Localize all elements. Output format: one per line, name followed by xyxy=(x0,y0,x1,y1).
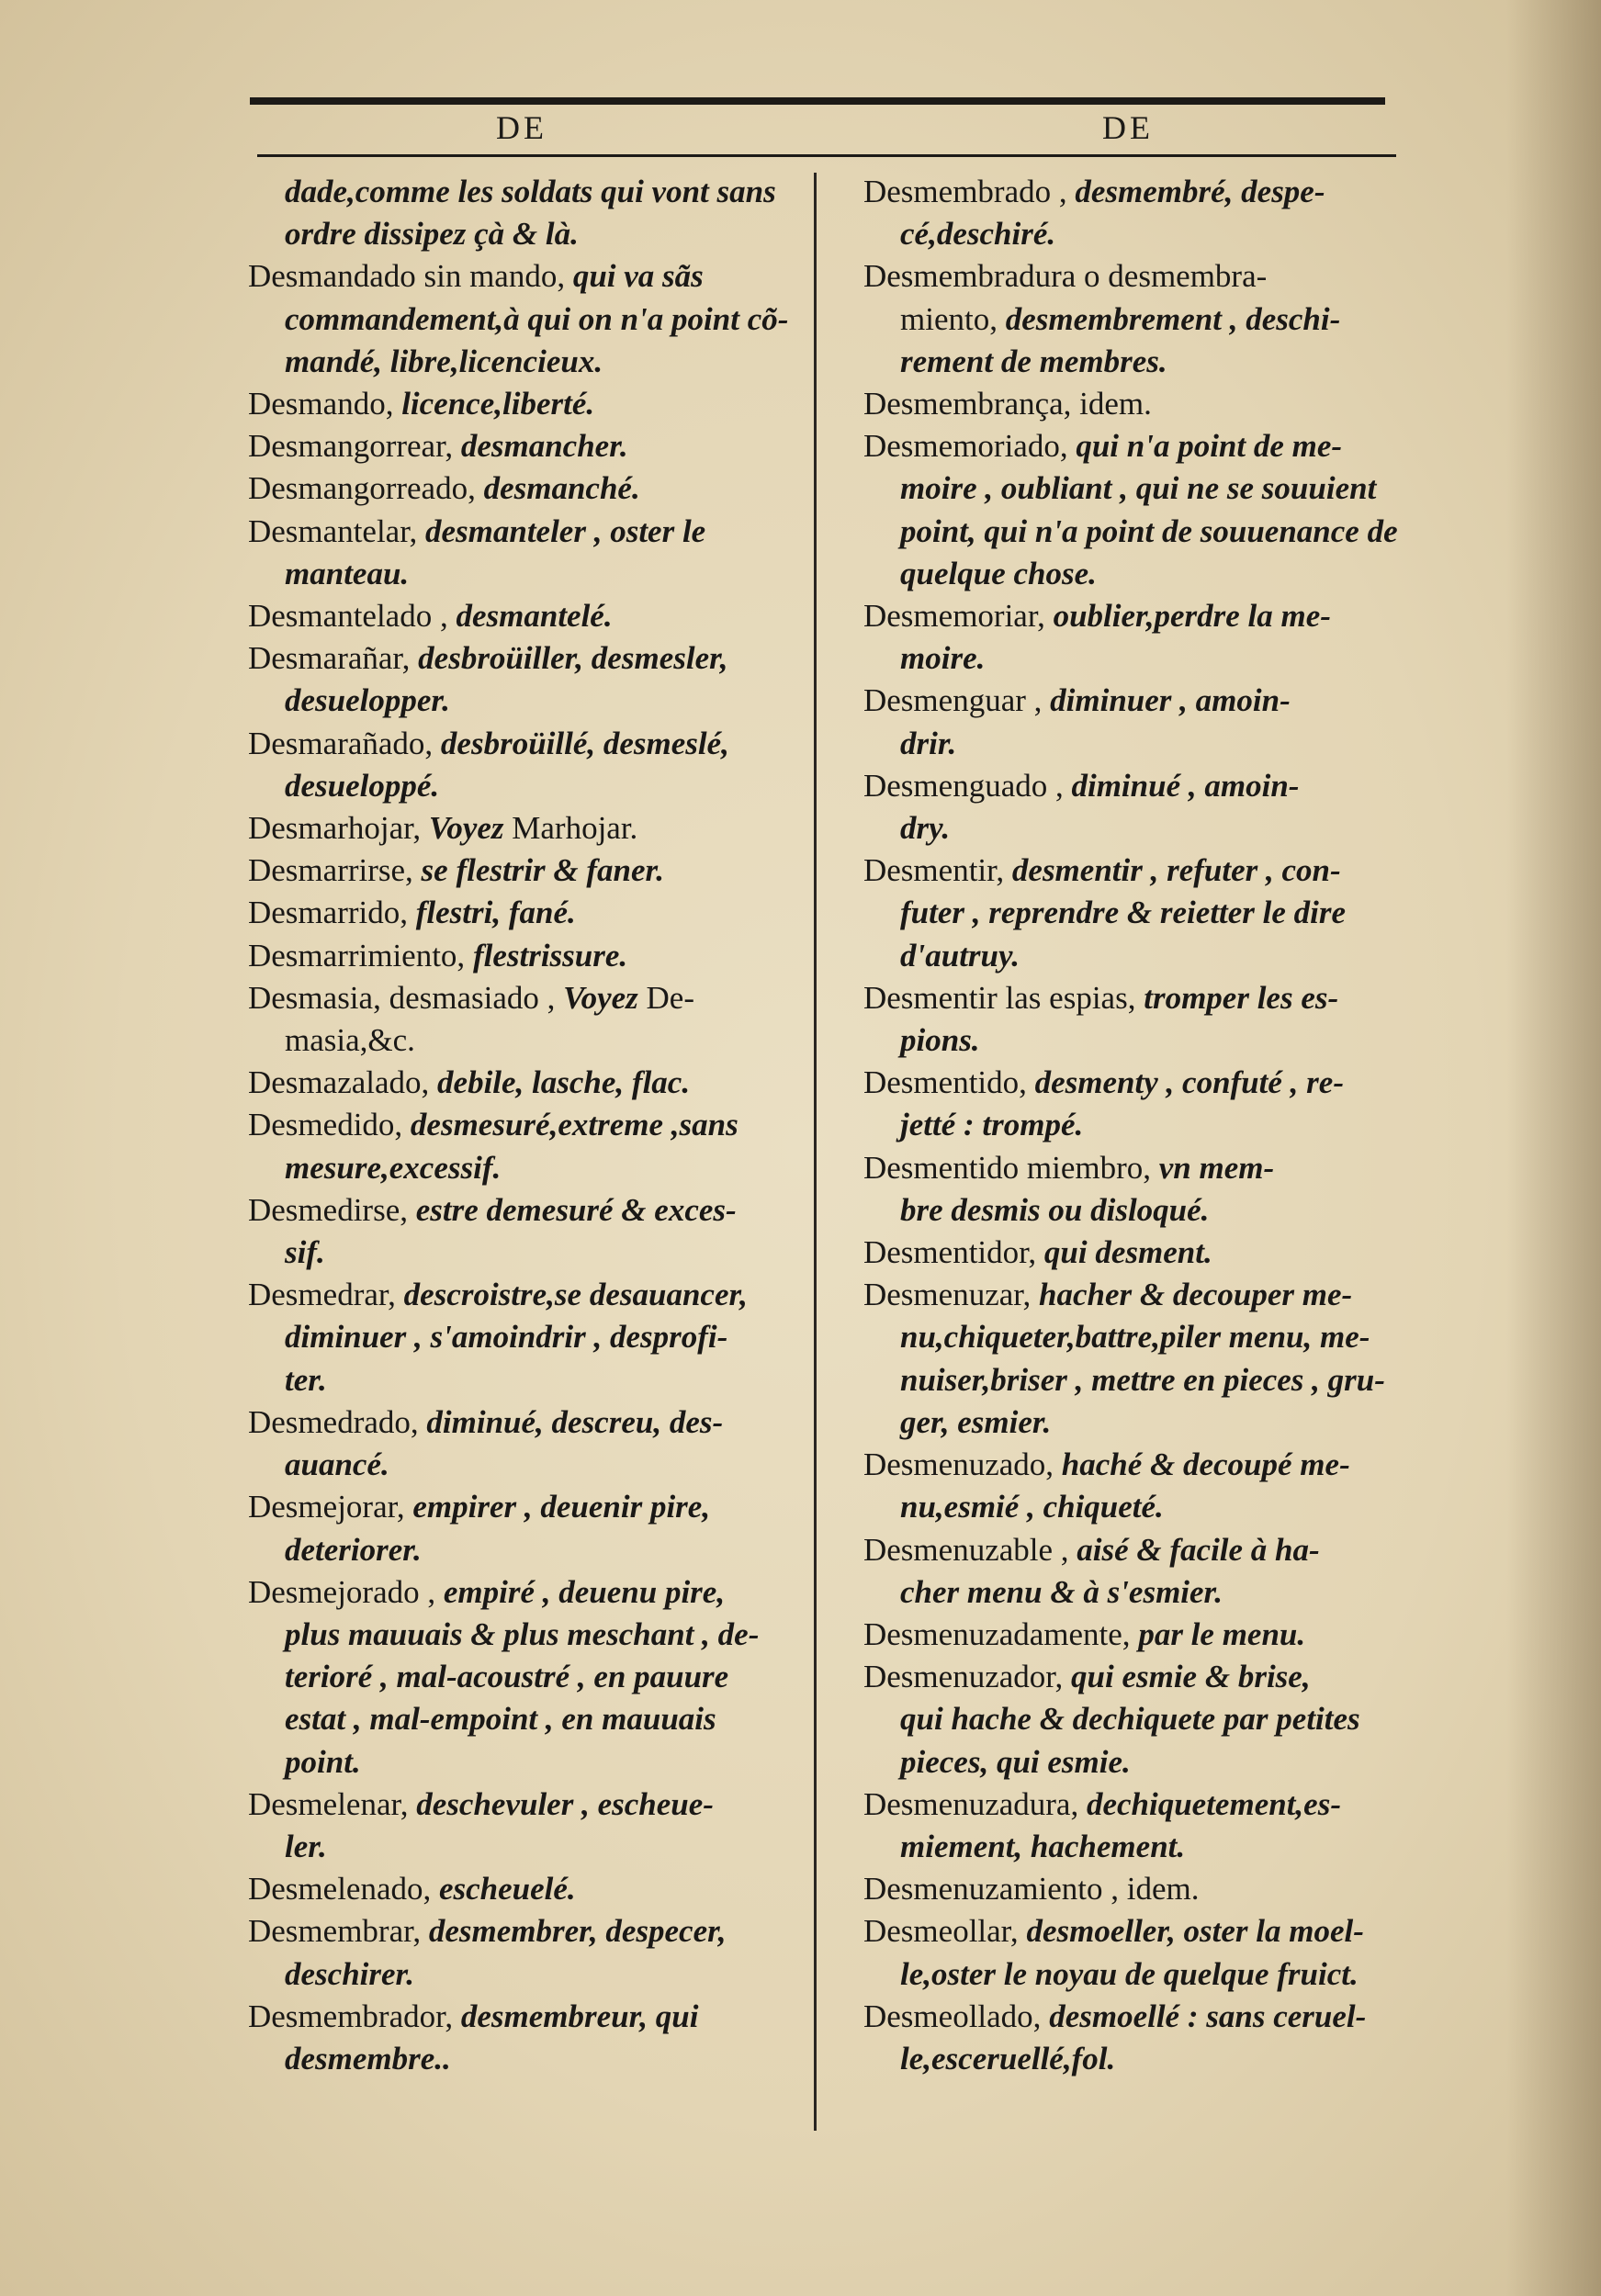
entry-line xyxy=(248,1316,799,1358)
header-rule xyxy=(250,97,1385,105)
dictionary-entry xyxy=(863,171,1415,255)
dictionary-entry xyxy=(863,1062,1415,1146)
entry-line xyxy=(863,637,1415,680)
entry-line xyxy=(863,595,1415,637)
dictionary-entry xyxy=(248,637,799,722)
dictionary-entry xyxy=(863,1274,1415,1444)
entry-line xyxy=(248,1401,799,1444)
dictionary-entry xyxy=(248,171,799,255)
french-translation: desmanché. xyxy=(483,470,640,507)
spanish-headword: Desmenuzable , xyxy=(863,1531,1077,1568)
entry-line xyxy=(863,1104,1415,1146)
dictionary-entry xyxy=(863,765,1415,850)
french-translation: desmentir , refuter , con- xyxy=(1011,852,1341,889)
spanish-headword: Desmando, xyxy=(248,386,402,422)
dictionary-entry xyxy=(248,1996,799,2080)
entry-line xyxy=(248,1996,799,2038)
entry-line xyxy=(863,553,1415,595)
entry-line xyxy=(863,935,1415,977)
spanish-headword: Desmembradura o desmembra- xyxy=(863,258,1268,295)
entry-line xyxy=(863,213,1415,255)
entry-line xyxy=(863,255,1415,298)
spanish-headword: Desmelenar, xyxy=(248,1785,417,1822)
dictionary-entry xyxy=(863,1614,1415,1656)
spanish-headword: Desmentido miembro, xyxy=(863,1149,1159,1186)
spanish-headword: Desmarrido, xyxy=(248,895,416,931)
entry-line xyxy=(248,1147,799,1189)
dictionary-entry xyxy=(863,977,1415,1062)
dictionary-entry xyxy=(248,1189,799,1274)
entry-line xyxy=(248,1741,799,1784)
french-translation: escheuelé. xyxy=(438,1871,576,1908)
entry-line xyxy=(863,1996,1415,2038)
french-translation: vn mem- xyxy=(1158,1149,1275,1186)
spanish-headword: Desmedrado, xyxy=(248,1403,427,1440)
french-translation: moire. xyxy=(900,640,986,677)
entry-line xyxy=(863,1698,1415,1740)
entry-line xyxy=(863,1444,1415,1486)
entry-line xyxy=(863,1953,1415,1996)
french-translation: qui n'a point de me- xyxy=(1076,428,1343,465)
dictionary-entry xyxy=(248,255,799,383)
entry-line xyxy=(863,977,1415,1019)
entry-line xyxy=(863,1784,1415,1826)
french-translation: le,esceruellé,fol. xyxy=(900,2040,1116,2077)
french-translation: Voyez xyxy=(428,810,513,847)
french-translation: desmenty , confuté , re- xyxy=(1034,1064,1344,1101)
entry-line xyxy=(248,425,799,467)
entry-line xyxy=(863,1529,1415,1571)
french-translation: desmembrer, despecer, xyxy=(428,1913,727,1950)
french-translation: pions. xyxy=(900,1022,980,1059)
entry-line xyxy=(248,213,799,255)
spanish-headword: Desmelenado, xyxy=(248,1871,439,1908)
entry-line xyxy=(863,1910,1415,1953)
dictionary-entry xyxy=(863,1232,1415,1274)
french-translation: commandement,à qui on n'a point cõ- xyxy=(285,300,789,337)
dictionary-entry xyxy=(248,1274,799,1401)
french-translation: aisé & facile à ha- xyxy=(1077,1531,1320,1568)
french-translation: qui esmie & brise, xyxy=(1071,1659,1311,1695)
french-translation: mandé, libre,licencieux. xyxy=(285,343,603,379)
french-translation: sif. xyxy=(285,1234,325,1271)
spanish-headword: Desmarrimiento, xyxy=(248,937,473,974)
spanish-headword: Desmedido, xyxy=(248,1107,411,1143)
french-translation: empiré , deuenu pire, xyxy=(443,1573,726,1610)
spanish-headword: Desmarrirse, xyxy=(248,852,422,889)
french-translation: manteau. xyxy=(285,555,410,591)
french-translation: futer , reprendre & reietter le dire xyxy=(900,895,1347,931)
french-translation: qui va sãs xyxy=(572,258,704,295)
entry-line xyxy=(248,298,799,341)
entry-line xyxy=(248,850,799,892)
french-translation: deschirer. xyxy=(285,1955,414,1992)
french-translation: jetté : trompé. xyxy=(900,1107,1084,1143)
entry-line xyxy=(248,1868,799,1910)
entry-line xyxy=(863,1019,1415,1062)
entry-line xyxy=(248,595,799,637)
spanish-headword: Desmeollar, xyxy=(863,1913,1027,1950)
spanish-headword: Desmenuzado, xyxy=(863,1446,1062,1483)
french-translation: quelque chose. xyxy=(900,555,1097,591)
entry-line xyxy=(248,1571,799,1614)
french-translation: haché & decoupé me- xyxy=(1061,1446,1350,1483)
spanish-headword: Desmenuzar, xyxy=(863,1277,1040,1313)
french-translation: debile, lasche, flac. xyxy=(437,1064,691,1101)
french-translation: nuiser,briser , mettre en pieces , gru- xyxy=(900,1361,1385,1398)
entry-line xyxy=(863,1062,1415,1104)
entry-line xyxy=(863,298,1415,341)
french-translation: rement de membres. xyxy=(900,343,1167,379)
entry-line xyxy=(863,1359,1415,1401)
french-translation: plus mauuais & plus meschant , de- xyxy=(285,1615,760,1652)
entry-line xyxy=(863,341,1415,383)
entry-line xyxy=(863,1401,1415,1444)
entry-line xyxy=(248,637,799,680)
entry-line xyxy=(248,935,799,977)
entry-line xyxy=(863,1868,1415,1910)
french-translation: dry. xyxy=(900,810,951,847)
spanish-headword: Desmenguado , xyxy=(863,767,1072,804)
entry-line xyxy=(248,255,799,298)
french-translation: ger, esmier. xyxy=(900,1403,1052,1440)
french-translation: d'autruy. xyxy=(900,937,1020,974)
dictionary-entry xyxy=(863,850,1415,977)
dictionary-entry xyxy=(248,977,799,1062)
dictionary-entry xyxy=(248,1062,799,1104)
dictionary-entry xyxy=(863,595,1415,680)
entry-line xyxy=(248,2038,799,2080)
spanish-headword: Desmarañado, xyxy=(248,725,441,761)
spanish-headword: Desmangorrear, xyxy=(248,428,461,465)
french-translation: desmembrement , deschi- xyxy=(1005,300,1341,337)
spanish-headword: Desmentido, xyxy=(863,1064,1035,1101)
dictionary-entry xyxy=(248,807,799,850)
spanish-headword: Desmantelado , xyxy=(248,598,457,635)
dictionary-entry xyxy=(248,1910,799,1995)
french-translation: par le menu. xyxy=(1138,1615,1306,1652)
spanish-headword: Desmedrar, xyxy=(248,1277,404,1313)
entry-line xyxy=(248,1656,799,1698)
entry-line xyxy=(863,1614,1415,1656)
spanish-headword: Desmazalado, xyxy=(248,1064,438,1101)
spanish-headword: Desmantelar, xyxy=(248,512,425,549)
running-head-left: DE xyxy=(496,109,547,146)
entry-line xyxy=(248,1359,799,1401)
french-translation: desbroüillé, desmeslé, xyxy=(440,725,729,761)
french-translation: auancé. xyxy=(285,1446,389,1483)
dictionary-entry xyxy=(248,595,799,637)
french-translation: desmembreur, qui xyxy=(460,1998,699,2034)
running-head-right: DE xyxy=(1102,109,1154,146)
entry-line xyxy=(248,553,799,595)
french-translation: moire , oubliant , qui ne se souuient xyxy=(900,470,1377,507)
right-column xyxy=(863,171,1415,2080)
header-underline xyxy=(257,154,1396,157)
dictionary-entry xyxy=(248,425,799,467)
french-translation: desmoeller, oster la moel- xyxy=(1026,1913,1364,1950)
french-translation: desmanteler , oster le xyxy=(424,512,706,549)
dictionary-entry xyxy=(248,850,799,892)
french-translation: bre desmis ou disloqué. xyxy=(900,1191,1210,1228)
spanish-headword: Desmarhojar, xyxy=(248,810,429,847)
dictionary-entry xyxy=(863,1868,1415,1910)
entry-line xyxy=(863,680,1415,722)
french-translation: flestrissure. xyxy=(472,937,628,974)
dictionary-entry xyxy=(863,1996,1415,2080)
entry-line xyxy=(248,1232,799,1274)
french-translation: tromper les es- xyxy=(1144,979,1339,1016)
french-translation: flestri, fané. xyxy=(415,895,576,931)
dictionary-entry xyxy=(863,1147,1415,1232)
spanish-headword: Desmentir las espias, xyxy=(863,979,1144,1016)
french-translation: pieces, qui esmie. xyxy=(900,1743,1131,1780)
spanish-headword: Desmenuzamiento , idem. xyxy=(863,1871,1200,1908)
dictionary-entry xyxy=(863,255,1415,383)
entry-line xyxy=(248,1953,799,1996)
french-translation: desmembré, despe- xyxy=(1075,174,1325,209)
french-translation: desuelopper. xyxy=(285,682,450,719)
entry-line xyxy=(863,1656,1415,1698)
spanish-headword: Desmentir, xyxy=(863,852,1012,889)
french-translation: mesure,excessif. xyxy=(285,1149,502,1186)
french-translation: desbroüiller, desmesler, xyxy=(418,640,728,677)
entry-line xyxy=(248,1104,799,1146)
dictionary-entry xyxy=(248,383,799,425)
dictionary-entry xyxy=(248,723,799,807)
french-translation: hacher & decouper me- xyxy=(1039,1277,1353,1313)
french-translation: desmesuré,extreme ,sans xyxy=(410,1107,738,1143)
entry-line xyxy=(863,511,1415,553)
french-translation: empirer , deuenir pire, xyxy=(412,1489,711,1525)
french-translation: estat , mal-empoint , en mauuais xyxy=(285,1701,716,1738)
entry-line xyxy=(863,425,1415,467)
french-translation: dade,comme les soldats qui vont sans xyxy=(285,174,776,209)
entry-line xyxy=(863,1571,1415,1614)
french-translation: estre demesuré & exces- xyxy=(415,1191,737,1228)
dictionary-entry xyxy=(248,1486,799,1570)
spanish-headword: Desmembrador, xyxy=(248,1998,461,2034)
entry-line xyxy=(863,765,1415,807)
dictionary-entry xyxy=(863,1656,1415,1784)
french-translation: le,oster le noyau de quelque fruict. xyxy=(900,1955,1359,1992)
entry-line xyxy=(248,171,799,213)
entry-line xyxy=(248,1444,799,1486)
spanish-headword: Desmembrança, idem. xyxy=(863,386,1152,422)
spanish-headword: masia,&c. xyxy=(285,1022,415,1059)
spanish-headword: Desmedirse, xyxy=(248,1191,416,1228)
dictionary-entry xyxy=(248,892,799,934)
dictionary-entry xyxy=(248,1401,799,1486)
spanish-headword: Marhojar. xyxy=(512,810,638,847)
entry-line xyxy=(248,977,799,1019)
entry-line xyxy=(863,171,1415,213)
entry-line xyxy=(863,383,1415,425)
french-translation: cher menu & à s'esmier. xyxy=(900,1573,1223,1610)
dictionary-entry xyxy=(863,680,1415,764)
dictionary-entry xyxy=(863,1444,1415,1528)
spanish-headword: Desmejorar, xyxy=(248,1489,413,1525)
french-translation: miement, hachement. xyxy=(900,1828,1186,1864)
french-translation: ter. xyxy=(285,1361,327,1398)
spanish-headword: Desmeollado, xyxy=(863,1998,1050,2034)
entry-line xyxy=(248,1486,799,1528)
french-translation: deteriorer. xyxy=(285,1531,422,1568)
entry-line xyxy=(248,1614,799,1656)
french-translation: nu,esmié , chiqueté. xyxy=(900,1489,1164,1525)
entry-line xyxy=(248,1274,799,1316)
french-translation: terioré , mal-acoustré , en pauure xyxy=(285,1659,729,1695)
french-translation: point, qui n'a point de souuenance de xyxy=(900,512,1398,549)
spanish-headword: Desmandado sin mando, xyxy=(248,258,573,295)
dictionary-entry xyxy=(863,1910,1415,1995)
entry-line xyxy=(863,1232,1415,1274)
french-translation: dechiquetement,es- xyxy=(1086,1785,1341,1822)
spanish-headword: Desmasia, desmasiado , xyxy=(248,979,564,1016)
entry-line xyxy=(248,467,799,510)
french-translation: Voyez xyxy=(563,979,647,1016)
french-translation: deschevuler , escheue- xyxy=(416,1785,714,1822)
entry-line xyxy=(863,1486,1415,1528)
dictionary-entry xyxy=(863,1784,1415,1868)
entry-line xyxy=(248,1698,799,1740)
left-column xyxy=(248,171,799,2080)
entry-line xyxy=(863,1274,1415,1316)
entry-line xyxy=(248,1529,799,1571)
french-translation: nu,chiqueter,battre,piler menu, me- xyxy=(900,1319,1370,1356)
dictionary-entry xyxy=(248,1784,799,1868)
entry-line xyxy=(863,1741,1415,1784)
entry-line xyxy=(248,1910,799,1953)
french-translation: desueloppé. xyxy=(285,767,440,804)
french-translation: diminué , amoin- xyxy=(1071,767,1300,804)
french-translation: diminuer , amoin- xyxy=(1050,682,1291,719)
spanish-headword: Desmenuzadura, xyxy=(863,1785,1087,1822)
entry-line xyxy=(248,1189,799,1232)
french-translation: diminuer , s'amoindrir , desprofi- xyxy=(285,1319,728,1356)
entry-line xyxy=(863,2038,1415,2080)
dictionary-entry xyxy=(248,1868,799,1910)
french-translation: desmancher. xyxy=(460,428,628,465)
entry-line xyxy=(248,1019,799,1062)
spanish-headword: Desmembrar, xyxy=(248,1913,429,1950)
french-translation: desmantelé. xyxy=(456,598,613,635)
dictionary-entry xyxy=(248,467,799,510)
spanish-headword: Desmangorreado, xyxy=(248,470,484,507)
french-translation: qui hache & dechiquete par petites xyxy=(900,1701,1360,1738)
entry-line xyxy=(863,1826,1415,1868)
french-translation: cé,deschiré. xyxy=(900,216,1056,253)
spanish-headword: Desmemoriado, xyxy=(863,428,1077,465)
dictionary-entry xyxy=(863,383,1415,425)
entry-line xyxy=(248,1062,799,1104)
dictionary-entry xyxy=(248,1104,799,1188)
french-translation: desmoellé : sans ceruel- xyxy=(1049,1998,1367,2034)
french-translation: licence,liberté. xyxy=(401,386,595,422)
entry-line xyxy=(248,1784,799,1826)
french-translation: oublier,perdre la me- xyxy=(1053,598,1331,635)
entry-line xyxy=(863,723,1415,765)
spanish-headword: Desmenuzador, xyxy=(863,1659,1072,1695)
french-translation: se flestrir & faner. xyxy=(421,852,664,889)
entry-line xyxy=(248,341,799,383)
entry-line xyxy=(863,1147,1415,1189)
spanish-headword: Desmentidor, xyxy=(863,1234,1044,1271)
entry-line xyxy=(863,892,1415,934)
dictionary-entry xyxy=(248,1571,799,1784)
entry-line xyxy=(248,723,799,765)
spanish-headword: Desmejorado , xyxy=(248,1573,444,1610)
entry-line xyxy=(248,383,799,425)
entry-line xyxy=(863,467,1415,510)
entry-line xyxy=(248,892,799,934)
dictionary-entry xyxy=(863,1529,1415,1614)
french-translation: ler. xyxy=(285,1828,327,1864)
spanish-headword: Desmenguar , xyxy=(863,682,1051,719)
entry-line xyxy=(863,1189,1415,1232)
spanish-headword: Desmarañar, xyxy=(248,640,419,677)
page-edge-shadow xyxy=(1506,0,1601,2296)
spanish-headword: De- xyxy=(646,979,694,1016)
entry-line xyxy=(248,511,799,553)
french-translation: diminué, descreu, des- xyxy=(426,1403,724,1440)
french-translation: descroistre,se desauancer, xyxy=(403,1277,748,1313)
french-translation: qui desment. xyxy=(1043,1234,1212,1271)
entry-line xyxy=(863,1316,1415,1358)
entry-line xyxy=(248,765,799,807)
entry-line xyxy=(863,807,1415,850)
dictionary-entry xyxy=(248,935,799,977)
dictionary-entry xyxy=(248,511,799,595)
entry-line xyxy=(248,807,799,850)
entry-line xyxy=(248,1826,799,1868)
entry-line xyxy=(248,680,799,722)
french-translation: point. xyxy=(285,1743,361,1780)
french-translation: ordre dissipez çà & là. xyxy=(285,216,579,253)
entry-line xyxy=(863,850,1415,892)
spanish-headword: Desmembrado , xyxy=(863,174,1076,209)
french-translation: desmembre.. xyxy=(285,2040,451,2077)
dictionary-entry xyxy=(863,425,1415,595)
spanish-headword: Desmemoriar, xyxy=(863,598,1054,635)
french-translation: drir. xyxy=(900,725,957,761)
column-divider xyxy=(814,173,817,2131)
spanish-headword: Desmenuzadamente, xyxy=(863,1615,1139,1652)
spanish-headword: miento, xyxy=(900,300,1006,337)
